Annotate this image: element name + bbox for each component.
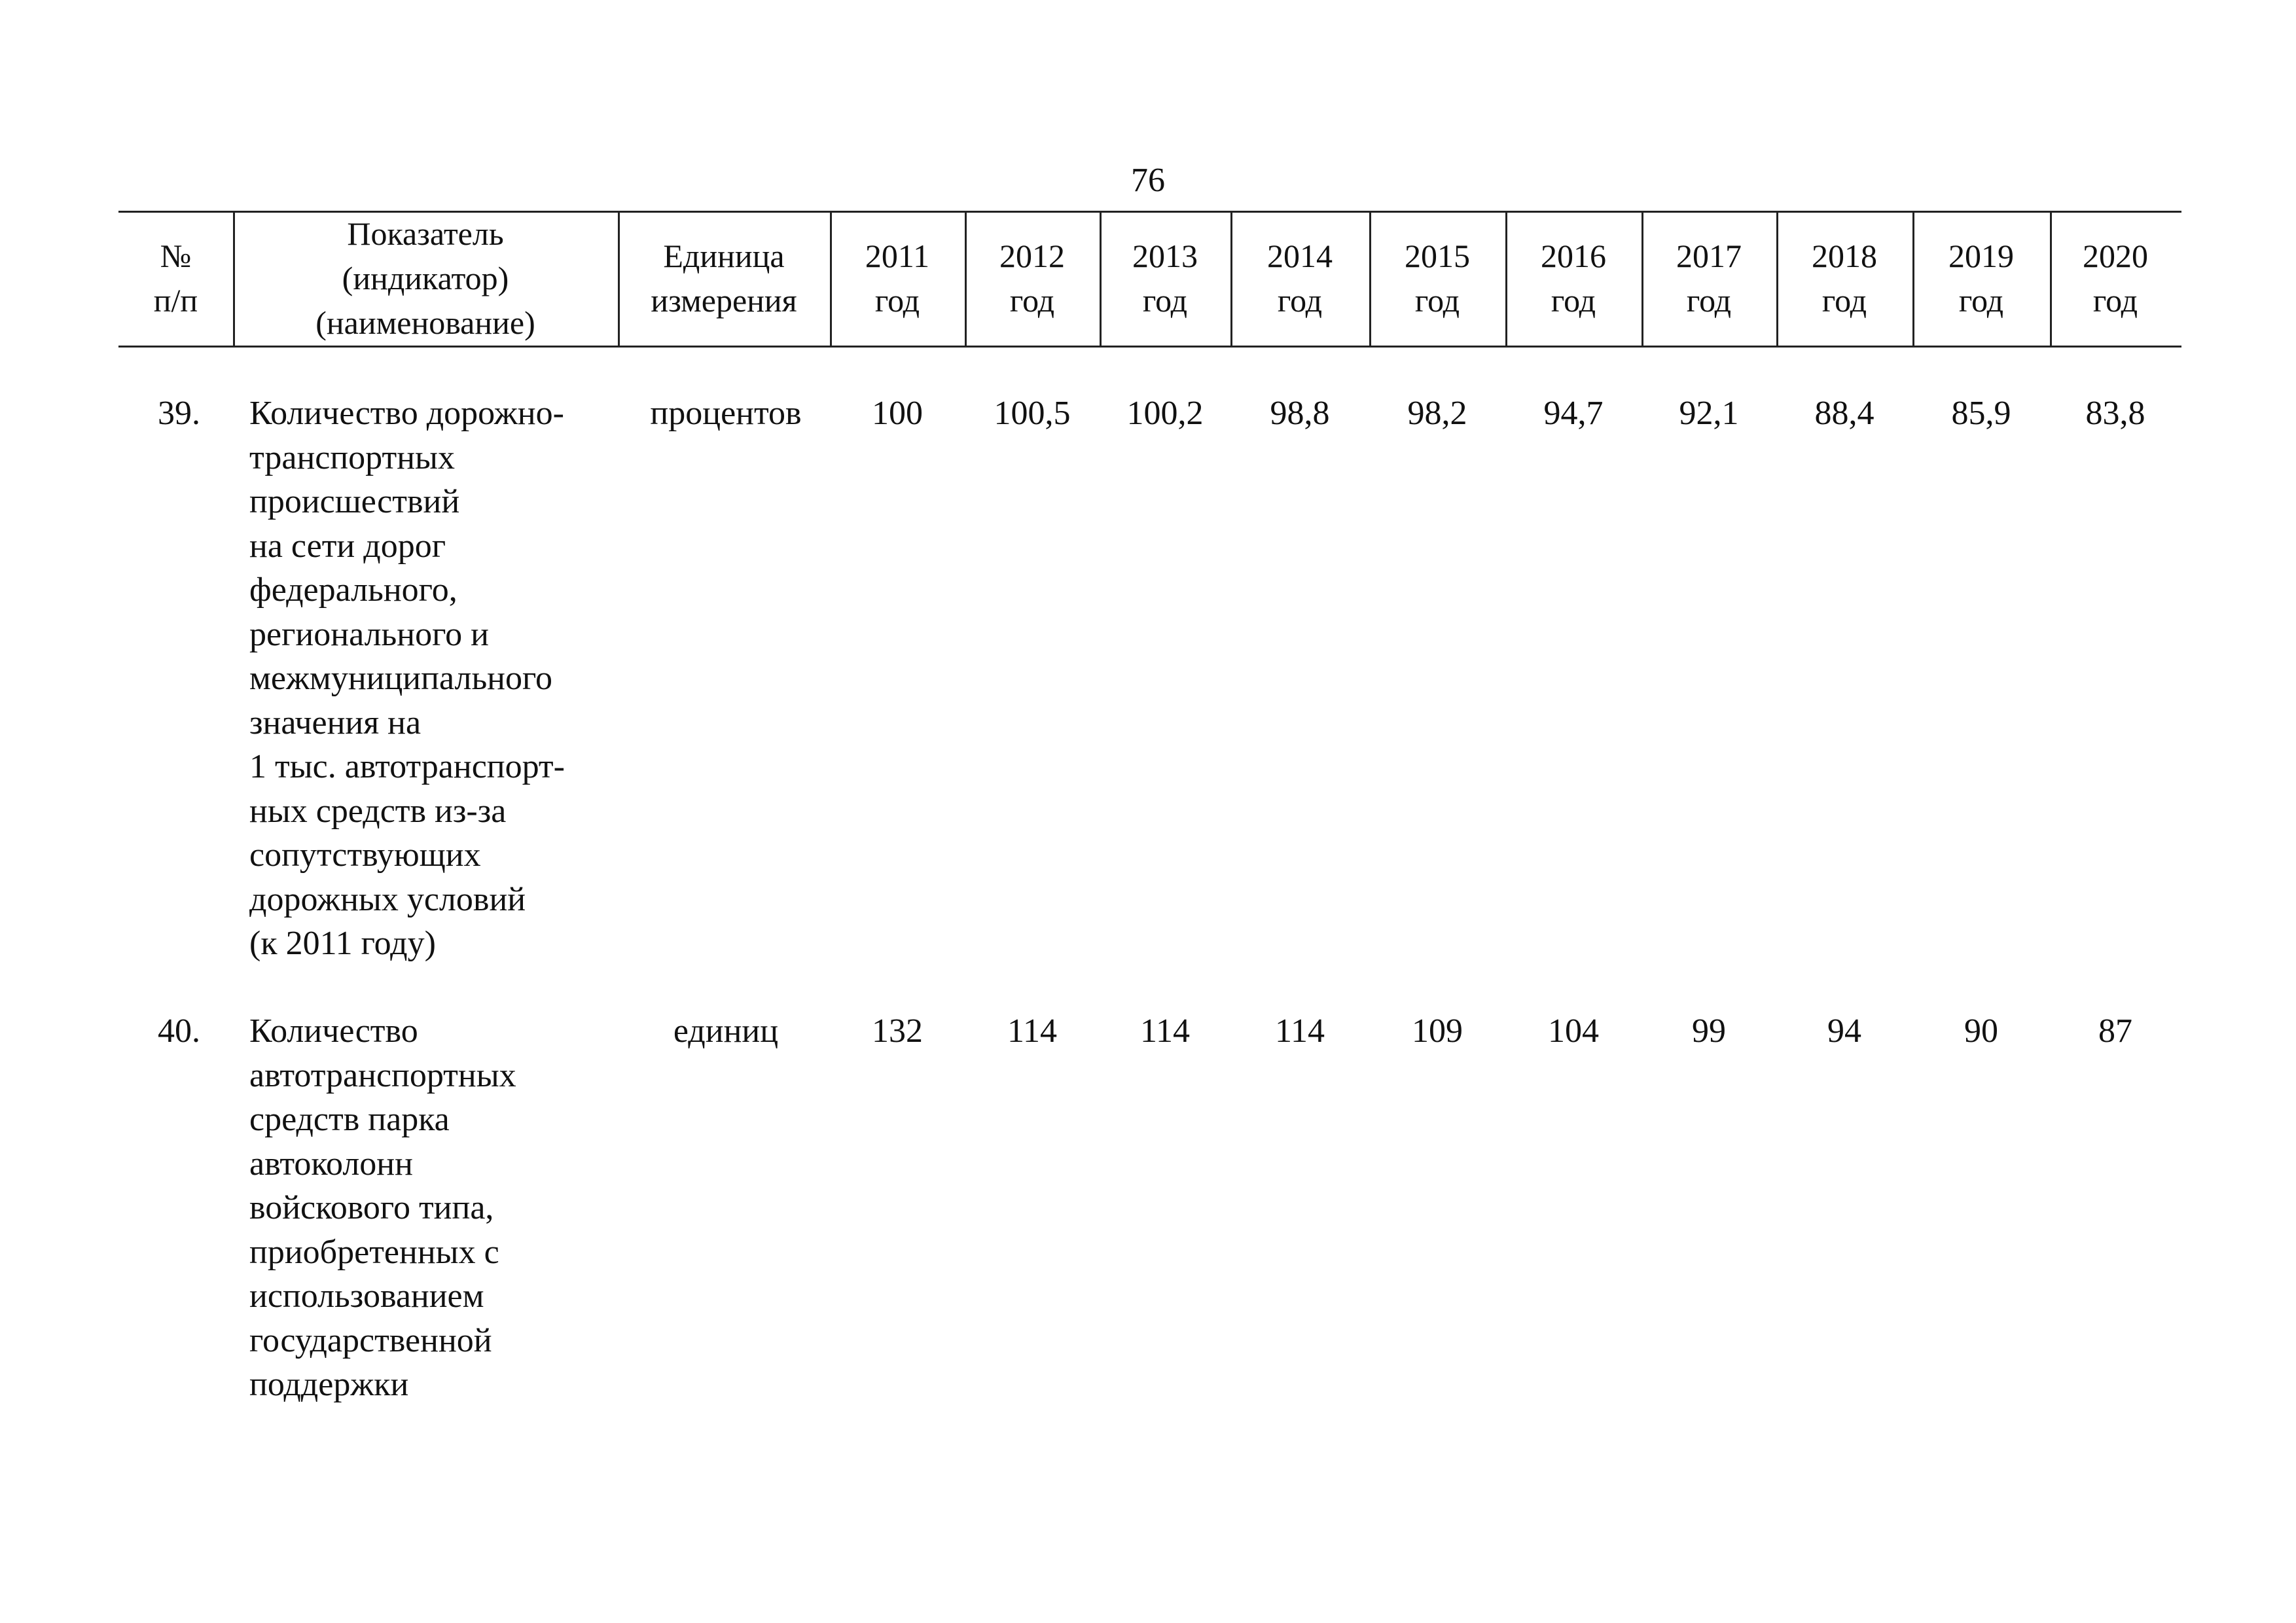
header-year-suffix: год bbox=[2092, 282, 2138, 319]
value-2017: 99 bbox=[1692, 1012, 1726, 1050]
row-unit: процентов bbox=[650, 395, 802, 432]
value-2019: 85,9 bbox=[1951, 395, 2011, 432]
header-year: 2012 bbox=[999, 238, 1065, 274]
header-year-2016 bbox=[1505, 211, 1641, 346]
value-2013: 114 bbox=[1139, 1012, 1191, 1050]
row-indicator-name: Количество автотранспортных средств парка автоколонн войскового типа, приобретенных с использованием государственной поддержки bbox=[249, 1012, 516, 1403]
row-indicator-name: Количество дорожно- транспортных происшествий на сети дорог федерального, регионального и межмуниципального значения на 1 тыс. автотранспорт- ных средств из-за сопутствующих дорожных условий (к 2011 году) bbox=[249, 395, 565, 962]
header-year-suffix: год bbox=[874, 282, 920, 319]
header-year: 2019 bbox=[1948, 238, 2014, 274]
value-2018: 94 bbox=[1827, 1012, 1861, 1050]
header-unit-line2: измерения bbox=[651, 282, 797, 319]
value-2016: 94,7 bbox=[1543, 395, 1604, 432]
value-2014: 98,8 bbox=[1270, 395, 1330, 432]
header-number bbox=[118, 211, 233, 346]
header-year-2014 bbox=[1230, 211, 1369, 346]
header-year-2019 bbox=[1912, 211, 2050, 346]
header-number-line1: № bbox=[160, 238, 192, 274]
value-2020: 87 bbox=[2098, 1012, 2132, 1050]
value-2015: 109 bbox=[1412, 1012, 1463, 1050]
value-2012: 114 bbox=[1007, 1012, 1058, 1050]
value-2014: 114 bbox=[1274, 1012, 1325, 1050]
row-unit: единиц bbox=[673, 1012, 779, 1050]
header-indicator-line1: Показатель bbox=[347, 215, 504, 252]
value-2017: 92,1 bbox=[1679, 395, 1739, 432]
header-year-2013 bbox=[1100, 211, 1230, 346]
header-year: 2017 bbox=[1676, 238, 1742, 274]
header-year-2012 bbox=[965, 211, 1100, 346]
header-year-2017 bbox=[1641, 211, 1776, 346]
row-number: 40. bbox=[158, 1012, 200, 1050]
header-year-suffix: год bbox=[1821, 282, 1867, 319]
value-2018: 88,4 bbox=[1814, 395, 1874, 432]
header-year: 2020 bbox=[2083, 238, 2148, 274]
header-year: 2018 bbox=[1812, 238, 1877, 274]
value-2011: 100 bbox=[872, 395, 923, 432]
page-number: 76 bbox=[1131, 162, 1165, 199]
table-header-bottom-rule bbox=[118, 346, 2181, 348]
header-indicator-line3: (наименование) bbox=[315, 304, 535, 341]
header-year-suffix: год bbox=[1551, 282, 1596, 319]
value-2012: 100,5 bbox=[994, 395, 1071, 432]
header-year: 2015 bbox=[1405, 238, 1470, 274]
header-indicator-line2: (индикатор) bbox=[342, 260, 509, 296]
header-year-2018 bbox=[1776, 211, 1912, 346]
row-number: 39. bbox=[158, 395, 200, 432]
header-year-suffix: год bbox=[1414, 282, 1460, 319]
value-2011: 132 bbox=[872, 1012, 923, 1050]
header-year-suffix: год bbox=[1142, 282, 1188, 319]
value-2013: 100,2 bbox=[1126, 395, 1204, 432]
header-year-suffix: год bbox=[1958, 282, 2004, 319]
header-year-2020 bbox=[2050, 211, 2181, 346]
value-2016: 104 bbox=[1548, 1012, 1599, 1050]
header-year: 2013 bbox=[1132, 238, 1198, 274]
header-year-2011 bbox=[830, 211, 965, 346]
header-unit-line1: Единица bbox=[663, 238, 785, 274]
header-number-line2: п/п bbox=[153, 282, 198, 319]
value-2015: 98,2 bbox=[1407, 395, 1467, 432]
header-year: 2011 bbox=[865, 238, 930, 274]
header-unit bbox=[618, 211, 830, 346]
header-year: 2014 bbox=[1267, 238, 1333, 274]
header-indicator bbox=[233, 211, 618, 346]
header-year: 2016 bbox=[1541, 238, 1606, 274]
header-year-suffix: год bbox=[1009, 282, 1055, 319]
header-year-2015 bbox=[1369, 211, 1505, 346]
header-year-suffix: год bbox=[1277, 282, 1323, 319]
header-year-suffix: год bbox=[1686, 282, 1732, 319]
value-2020: 83,8 bbox=[2085, 395, 2145, 432]
value-2019: 90 bbox=[1964, 1012, 1998, 1050]
